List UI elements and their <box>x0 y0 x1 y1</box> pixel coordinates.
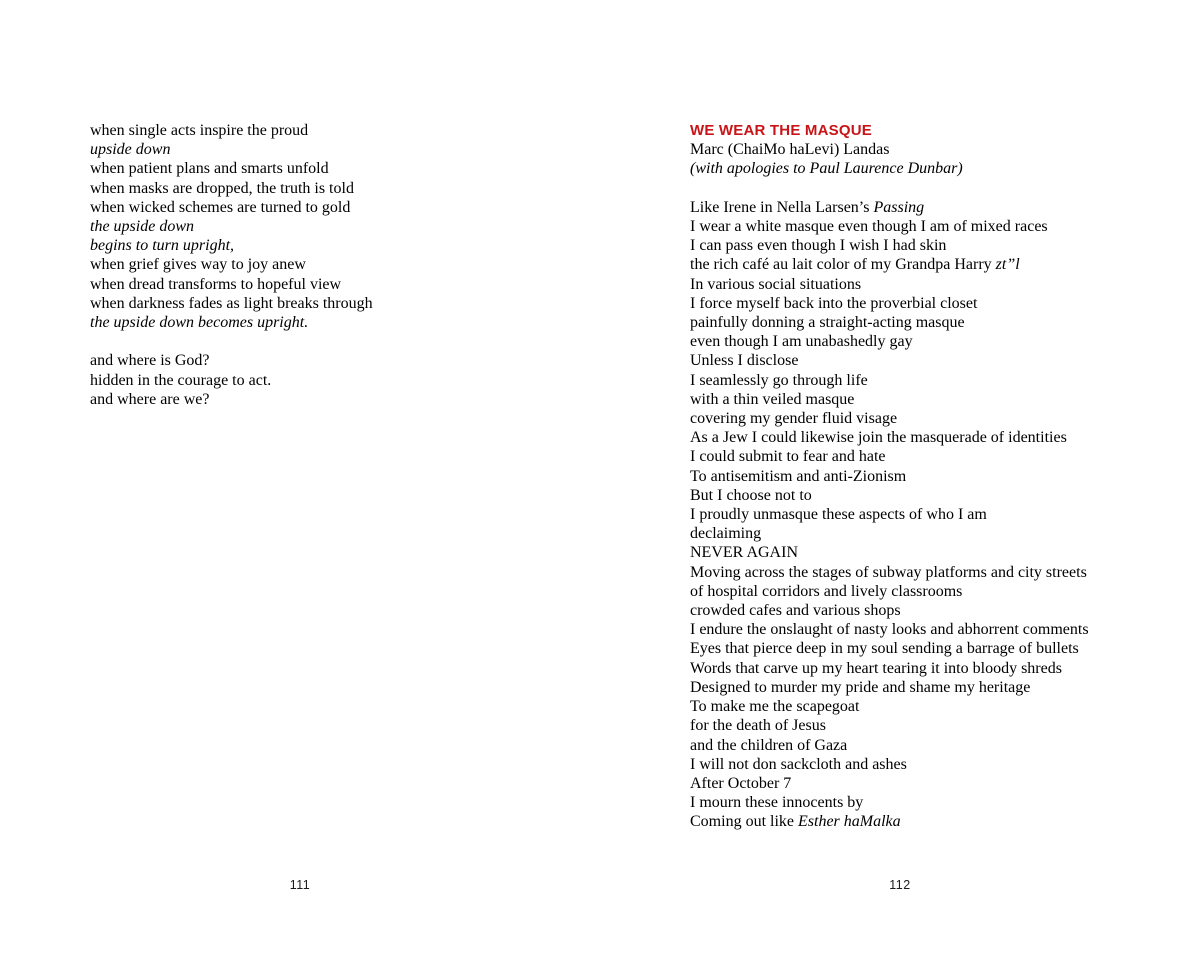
poem-line: crowded cafes and various shops <box>690 602 901 620</box>
poem-line: I could submit to fear and hate <box>690 448 886 466</box>
poem-line: I mourn these innocents by <box>690 794 864 812</box>
poem-line: when darkness fades as light breaks through <box>90 294 373 312</box>
poem-line: when single acts inspire the proud <box>90 122 309 139</box>
poem-line: when wicked schemes are turned to gold <box>90 198 351 216</box>
right-poem <box>690 179 1089 832</box>
poem-line <box>90 332 373 351</box>
poem-line: with a thin veiled masque <box>690 390 855 408</box>
poem-line <box>690 179 1089 198</box>
poem-line: NEVER AGAIN <box>690 544 798 562</box>
page-number-right: 112 <box>889 878 911 892</box>
poem-line: when dread transforms to hopeful view <box>90 275 342 293</box>
poem-line: I seamlessly go through life <box>690 371 868 389</box>
poem-line: To antisemitism and anti-Zionism <box>690 467 907 485</box>
poem-line: and the children of Gaza <box>690 736 848 754</box>
poem-line: To make me the scapegoat <box>690 698 860 716</box>
poem-line: But I choose not to <box>690 486 812 504</box>
page-number-left: 111 <box>289 878 311 892</box>
poem-line: the upside down becomes upright. <box>90 314 309 332</box>
poem-line: covering my gender fluid visage <box>690 410 898 428</box>
poem-line: Eyes that pierce deep in my soul sending a barrage of bullets <box>690 640 1079 658</box>
poem-line: I endure the onslaught of nasty looks and abhorrent comments <box>690 621 1089 639</box>
poem-line: I proudly unmasque these aspects of who I am <box>690 506 987 524</box>
poem-author: Marc (ChaiMo haLevi) Landas <box>690 141 890 159</box>
poem-line: After October 7 <box>690 774 792 792</box>
poem-line: Like Irene in Nella Larsen’s Passing <box>690 198 925 216</box>
poem-line: upside down <box>90 141 171 159</box>
poem-line: for the death of Jesus <box>690 717 826 735</box>
poem-line: painfully donning a straight-acting masque <box>690 314 965 332</box>
poem-line: and where is God? <box>90 352 210 370</box>
poem-line: when masks are dropped, the truth is told <box>90 179 354 197</box>
poem-title: WE WEAR THE MASQUE <box>690 122 872 139</box>
poem-line: In various social situations <box>690 275 862 293</box>
right-poem-column <box>690 121 1089 832</box>
poem-line: and where are we? <box>90 390 210 408</box>
poem-line: I wear a white masque even though I am of mixed races <box>690 218 1048 236</box>
poem-line: Unless I disclose <box>690 352 799 370</box>
poem-line: I force myself back into the proverbial closet <box>690 294 978 312</box>
poem-line: Designed to murder my pride and shame my heritage <box>690 678 1031 696</box>
poem-line: of hospital corridors and lively classrooms <box>690 582 963 600</box>
poem-line: when patient plans and smarts unfold <box>90 160 329 178</box>
poem-line: Moving across the stages of subway platforms and city streets <box>690 563 1087 581</box>
poem-line: Coming out like Esther haMalka <box>690 813 901 831</box>
poem-line: declaiming <box>690 525 762 543</box>
right-page <box>600 0 1200 960</box>
poem-line: the rich café au lait color of my Grandpa Harry zt”l <box>690 256 1020 274</box>
poem-line: I can pass even though I wish I had skin <box>690 237 947 255</box>
poem-line: when grief gives way to joy anew <box>90 256 306 274</box>
poem-line: even though I am unabashedly gay <box>690 333 913 351</box>
poem-line: I will not don sackcloth and ashes <box>690 755 907 773</box>
poem-dedication: (with apologies to Paul Laurence Dunbar) <box>690 160 963 178</box>
poem-line: the upside down <box>90 218 194 236</box>
poem-line: hidden in the courage to act. <box>90 371 272 389</box>
poem-line: Words that carve up my heart tearing it into bloody shreds <box>690 659 1062 677</box>
left-poem <box>90 121 373 409</box>
poem-line: As a Jew I could likewise join the masquerade of identities <box>690 429 1067 447</box>
poem-line: begins to turn upright, <box>90 237 235 255</box>
